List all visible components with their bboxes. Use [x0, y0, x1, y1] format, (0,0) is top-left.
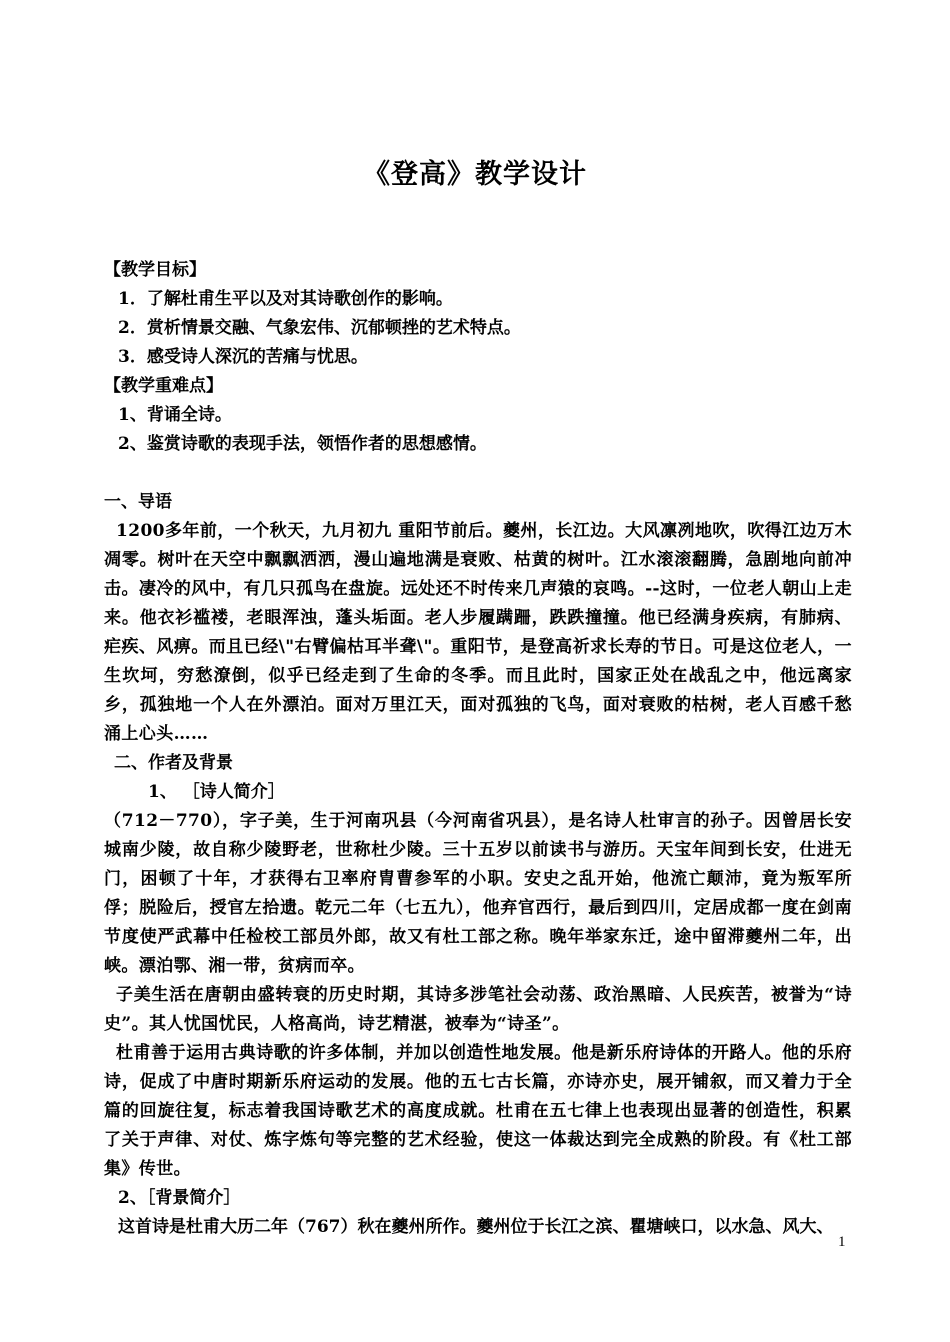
key-point-item: 1、背诵全诗。	[118, 405, 232, 425]
context-heading: 2、［背景简介］	[118, 1188, 241, 1208]
poet-paragraph: 杜甫善于运用古典诗歌的许多体制，并加以创造性地发展。他是新乐府诗体的开路人。他的乐府诗，促成了中唐时期新乐府运动的发展。他的五七古长篇，亦诗亦史，展开铺叙，而又着力于全篇的回旋往复，标志着我国诗歌艺术的高度成就。杜甫在五七律上也表现出显著的创造性，积累了关于声律、对仗、炼字炼句等完整的艺术经验，使这一体裁达到完全成熟的阶段。有《杜工部集》传世。	[104, 1043, 852, 1179]
key-points-heading: 【教学重难点】	[104, 376, 223, 396]
background-heading: 二、作者及背景	[114, 753, 233, 773]
context-paragraph: 这首诗是杜甫大历二年（767）秋在夔州所作。夔州位于长江之滨、瞿塘峡口，以水急、风大、	[118, 1217, 834, 1237]
objective-item: 1．了解杜甫生平以及对其诗歌创作的影响。	[118, 289, 453, 309]
document-title: 《登高》教学设计	[363, 159, 587, 190]
objective-item: 3．感受诗人深沉的苦痛与忧思。	[118, 347, 368, 367]
intro-heading: 一、导语	[104, 492, 172, 512]
poet-paragraph: 子美生活在唐朝由盛转衰的历史时期，其诗多涉笔社会动荡、政治黑暗、人民疾苦，被誉为“诗史”。其人忧国忧民，人格高尚，诗艺精湛，被奉为“诗圣”。	[104, 985, 852, 1034]
objective-item: 2．赏析情景交融、气象宏伟、沉郁顿挫的艺术特点。	[118, 318, 521, 338]
document-body	[104, 256, 852, 1242]
key-point-item: 2、鉴赏诗歌的表现手法，领悟作者的思想感情。	[118, 434, 487, 454]
objectives-heading: 【教学目标】	[104, 260, 206, 280]
poet-intro-heading: 1、 ［诗人简介］	[148, 782, 285, 802]
page-number: 1	[838, 1234, 846, 1250]
poet-paragraph: （712－770），字子美，生于河南巩县（今河南省巩县），是名诗人杜审言的孙子。因曾居长安城南少陵，故自称少陵野老，世称杜少陵。三十五岁以前读书与游历。天宝年间到长安，仕进无门，困顿了十年，才获得右卫率府胄曹参军的小职。安史之乱开始，他流亡颠沛，竟为叛军所俘；脱险后，授官左拾遗。乾元二年（七五九），他弃官西行，最后到四川，定居成都一度在剑南节度使严武幕中任检校工部员外郎，故又有杜工部之称。晚年举家东迁，途中留滞夔州二年，出峡。漂泊鄂、湘一带，贫病而卒。	[104, 811, 852, 976]
intro-paragraph: 1200多年前，一个秋天，九月初九 重阳节前后。夔州，长江边。大风凛冽地吹，吹得江边万木凋零。树叶在天空中飘飘洒洒，漫山遍地满是衰败、枯黄的树叶。江水滚滚翻腾，急剧地向前冲击。凄冷的风中，有几只孤鸟在盘旋。远处还不时传来几声猿的哀鸣。--这时，一位老人朝山上走来。他衣衫褴褛，老眼浑浊，蓬头垢面。老人步履蹒跚，跌跌撞撞。他已经满身疾病，有肺病、疟疾、风痹。而且已经\"右臂偏枯耳半聋\"。重阳节，是登高祈求长寿的节日。可是这位老人，一生坎坷，穷愁潦倒，似乎已经走到了生命的冬季。而且此时，国家正处在战乱之中，他远离家乡，孤独地一个人在外漂泊。面对万里江天，面对孤独的飞鸟，面对衰败的枯树，老人百感千愁涌上心头……	[104, 521, 852, 744]
section-spacer	[104, 459, 852, 488]
